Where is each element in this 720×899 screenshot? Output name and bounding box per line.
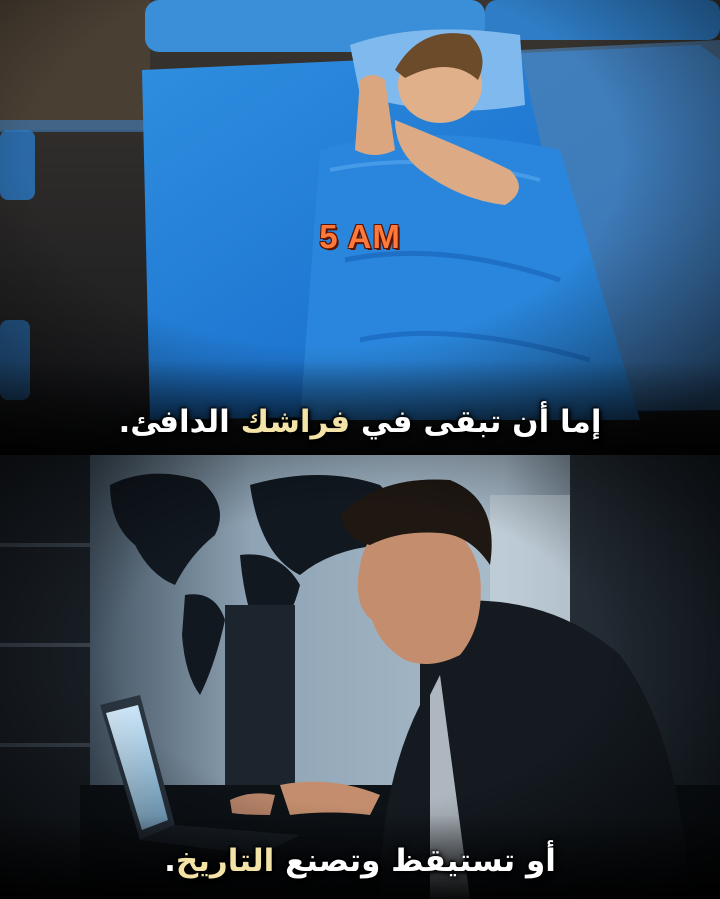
night-work-scene-illustration: [0, 455, 720, 899]
top-caption-start: إما أن تبقى في: [350, 404, 602, 440]
bottom-caption-end: .: [164, 843, 176, 879]
bottom-photo-panel: [0, 455, 720, 899]
top-caption-end: الدافئ.: [118, 404, 241, 440]
bottom-caption-highlight: التاريخ: [175, 843, 275, 879]
bottom-caption-start: أو تستيقظ وتصنع: [274, 843, 556, 879]
top-caption: [0, 404, 720, 440]
top-caption-highlight: فراشك: [240, 404, 351, 440]
bottom-caption: [0, 843, 720, 879]
time-label: 5 AM: [319, 218, 401, 255]
